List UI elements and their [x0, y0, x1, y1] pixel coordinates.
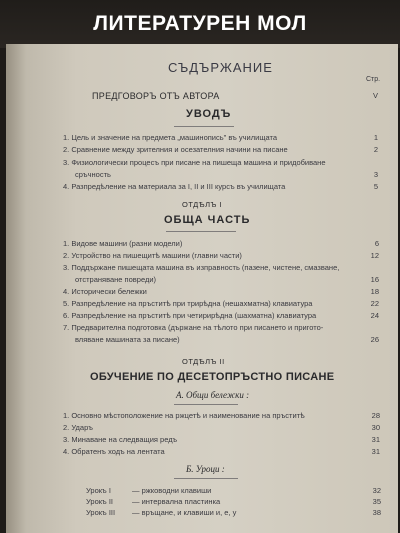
- toc-item: 7. Предварителна подготовка (държане на тѣлото при писането и пригото-: [63, 323, 324, 332]
- toc-item-cont: сръчность: [75, 170, 111, 179]
- toc-item: 3. Физиологически процесъ при писане на пишеща машина и придобиване: [63, 158, 326, 167]
- toc-page: 5: [373, 182, 378, 191]
- preface-entry: ПРЕДГОВОРЪ ОТЪ АВТОРА: [92, 91, 220, 101]
- toc-item: 4. Исторически бележки: [63, 287, 147, 296]
- preface-page: V: [372, 91, 378, 100]
- toc-item: 4. Обратенъ ходъ на лентата: [63, 447, 165, 456]
- intro-divider: [174, 126, 234, 127]
- toc-item: 6. Разпредѣление на пръститѣ при четирирѣдна (шахматна) клавиатура: [63, 311, 317, 320]
- toc-page: 32: [372, 486, 381, 495]
- toc-page: 16: [370, 275, 379, 284]
- toc-page: 31: [371, 435, 380, 444]
- toc-page: 31: [371, 447, 380, 456]
- toc-page: 35: [372, 497, 381, 506]
- toc-item: 5. Разпредѣление на пръститѣ при трирѣдна (нешахматна) клавиатура: [63, 299, 313, 308]
- part1-title: ОБЩА ЧАСТЬ: [164, 214, 251, 226]
- lesson-desc: — интервална пластинка: [132, 497, 221, 506]
- toc-item: 3. Поддържане пишещата машина въ изправность (пазене, чистене, смазване,: [63, 263, 340, 272]
- toc-page: 12: [370, 251, 379, 260]
- section-b-divider: [174, 478, 238, 479]
- section-a-heading: А. Общи бележки :: [176, 390, 250, 400]
- page-binding-shadow: [6, 44, 26, 533]
- toc-page: 1: [373, 133, 378, 142]
- lesson-name: Урокъ II: [86, 497, 113, 506]
- toc-item: 4. Разпредѣление на материала за I, II и III курсъ въ училищата: [63, 182, 286, 191]
- toc-page: 30: [371, 423, 380, 432]
- toc-item: 1. Основно мѣстоположение на ржцетѣ и наименование на пръститѣ: [63, 411, 305, 420]
- toc-item: 3. Минаване на следващия редъ: [63, 435, 178, 444]
- toc-item: 1. Цель и значение на предмета „машинопись" въ училищата: [63, 133, 278, 142]
- toc-page: 26: [370, 335, 379, 344]
- intro-title: УВОДЪ: [186, 108, 232, 120]
- site-banner: [0, 0, 400, 48]
- toc-page: 22: [370, 299, 379, 308]
- toc-page: 38: [372, 508, 381, 517]
- lesson-desc: — връщане, и клавиши и, е, у: [132, 508, 237, 517]
- lesson-desc: — ржководни клавиши: [132, 486, 212, 495]
- toc-item: 2. Устройство на пишещитѣ машини (главни части): [63, 251, 242, 260]
- toc-page: 3: [373, 170, 378, 179]
- part2-label: ОТДѢЛЪ II: [182, 357, 225, 366]
- toc-item-cont: вляване машината за писане): [75, 335, 180, 344]
- part1-divider: [166, 231, 236, 232]
- toc-page: 24: [370, 311, 379, 320]
- toc-page: 28: [371, 411, 380, 420]
- lesson-name: Урокъ III: [86, 508, 116, 517]
- toc-page: 18: [370, 287, 379, 296]
- lesson-name: Урокъ I: [86, 486, 111, 495]
- section-a-divider: [174, 404, 238, 405]
- toc-page: 6: [374, 239, 379, 248]
- section-b-heading: Б. Уроци :: [186, 464, 225, 474]
- part2-title: ОБУЧЕНИЕ ПО ДЕСЕТОПРЪСТНО ПИСАНЕ: [90, 371, 335, 383]
- banner-title: ЛИТЕРАТУРЕН МОЛ: [93, 12, 307, 35]
- toc-item: 2. Ударъ: [63, 423, 93, 432]
- toc-item-cont: отстраняване повреди): [75, 275, 157, 284]
- part1-label: ОТДѢЛЪ I: [182, 200, 223, 209]
- page-column-label: Стр.: [366, 76, 381, 83]
- toc-item: 1. Видове машини (разни модели): [63, 239, 183, 248]
- toc-page: 2: [373, 145, 378, 154]
- toc-item: 2. Сравнение между зрителния и осезателния начини на писане: [63, 145, 288, 154]
- contents-title: СЪДЪРЖАНИЕ: [168, 60, 273, 75]
- book-page: [6, 44, 398, 533]
